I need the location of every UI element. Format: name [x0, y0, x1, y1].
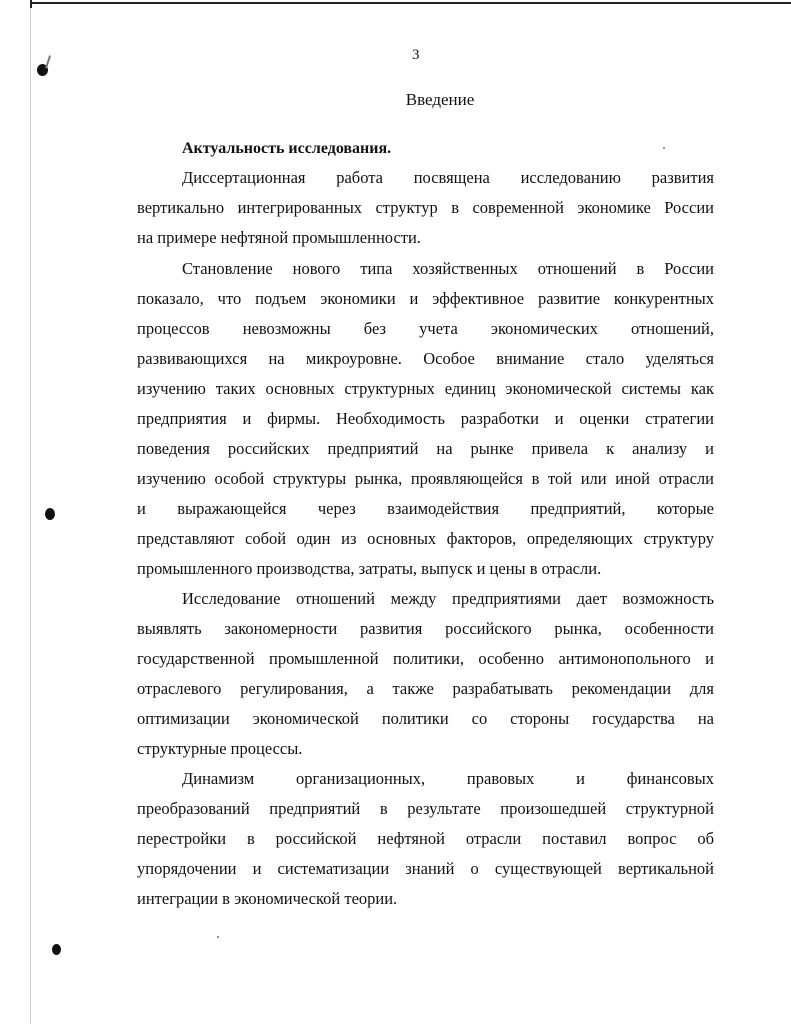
text-line: отраслевого регулирования, а также разрабатывать рекомендации для [137, 679, 714, 698]
text-line: на примере нефтяной промышленности. [137, 228, 421, 247]
text-line: Становление нового типа хозяйственных отношений в России [182, 259, 714, 278]
scan-left-border [30, 0, 31, 1024]
page-number: 3 [412, 47, 420, 63]
text-line: предприятия и фирмы. Необходимость разработки и оценки стратегии [137, 409, 714, 428]
paragraph-1 [137, 163, 714, 253]
text-line: промышленного производства, затраты, выпуск и цены в отрасли. [137, 559, 602, 578]
ink-scratch-top [45, 55, 51, 69]
dust-speck [663, 147, 665, 149]
paragraph-3 [137, 584, 714, 764]
text-line: структурные процессы. [137, 739, 303, 758]
section-heading: Введение [405, 90, 475, 109]
text-line: Диссертационная работа посвящена исследованию развития [182, 168, 714, 187]
paragraph-2 [137, 254, 714, 584]
scan-left-border-mark [30, 0, 32, 8]
text-line: поведения российских предприятий на рынке привела к анализу и [137, 439, 714, 458]
text-line: процессов невозможны без учета экономических отношений, [137, 319, 714, 338]
text-line: и выражающейся через взаимодействия предприятий, которые [137, 499, 714, 518]
text-line: вертикально интегрированных структур в современной экономике России [137, 198, 714, 217]
text-line: выявлять закономерности развития российского рынка, особенности [137, 619, 714, 638]
text-line: интеграции в экономической теории. [137, 889, 398, 908]
text-line: представляют собой один из основных факторов, определяющих структуру [137, 529, 714, 548]
text-line: развивающихся на микроуровне. Особое внимание стало уделяться [137, 349, 714, 368]
text-line: показало, что подъем экономики и эффективное развитие конкурентных [137, 289, 714, 308]
text-line: Исследование отношений между предприятиями дает возможность [182, 589, 714, 608]
punch-hole-bottom [52, 944, 61, 955]
text-line: упорядочении и систематизации знаний о существующей вертикальной [137, 859, 714, 878]
dust-speck [217, 936, 219, 938]
text-line: преобразований предприятий в результате произошедшей структурной [137, 799, 714, 818]
paragraph-4 [137, 764, 714, 914]
subsection-heading: Актуальность исследования. [182, 140, 392, 157]
scan-top-border [30, 2, 791, 4]
text-line: перестройки в российской нефтяной отрасли поставил вопрос об [137, 829, 714, 848]
text-line: изучению особой структуры рынка, проявляющейся в той или иной отрасли [137, 469, 714, 488]
punch-hole-middle [45, 508, 55, 520]
text-line: государственной промышленной политики, особенно антимонопольного и [137, 649, 714, 668]
text-line: Динамизм организационных, правовых и финансовых [182, 769, 714, 788]
text-line: оптимизации экономической политики со стороны государства на [137, 709, 714, 728]
text-line: изучению таких основных структурных единиц экономической системы как [137, 379, 714, 398]
